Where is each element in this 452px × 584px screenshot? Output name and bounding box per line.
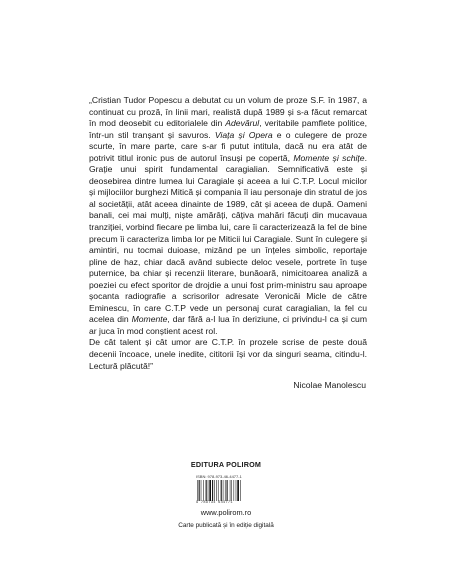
- isbn-block: [196, 474, 256, 505]
- barcode-icon: [196, 480, 256, 501]
- barcode-digits: 9 789734 644771: [196, 501, 233, 505]
- blurb-text: [89, 95, 367, 372]
- title-viata-si-opera: Viața și Opera: [214, 129, 273, 140]
- isbn-number: ISBN: 978-973-46-4477-1: [196, 474, 242, 479]
- digital-edition-note: Carte publicată și în ediție digitală: [178, 522, 274, 529]
- blurb-paragraph-1: „Cristian Tudor Popescu a debutat cu un volum de proze S.F. în 1987, a continuat cu proză, în linii mari, realistă după 1989 și s-a făcut remarcat în mod deosebit cu editorialele din Adevărul, veritabile pamflete politice, într-un stil tranșant și savuros. Viața și Opera e o culegere de proze scurte, în mare parte, care s-ar fi putut intitula, dacă nu era atât de potrivit titlul ironic pus de autorul însuși pe copertă, Momente și schițe. Grație unui spirit fundamental caragialian. Semnificativă este și deosebirea dintre lumea lui Caragiale și aceea a lui C.T.P. Locul micilor și mijlociilor burghezi Mitică și compania îl iau personaje din stratul de jos al societății, atât aceea dinainte de 1989, cât și aceea de după. Oameni banali, cei mai mulți, niște amărâți, câțiva mahări făcuți din mucavaua tranziției, vorbind fiecare pe limba lui, care îi caracterizează la fel de bine precum îi caracteriza limba lor pe Miticii lui Caragiale. Sunt în culegere și amintiri, nu tocmai duioase, mizând pe un înțeles simbolic, reportaje pline de haz, chiar dacă având subiecte deloc vesele, portrete în tușe puternice, ba chiar și recenzii literare, bunăoară, nimicitoarea analiză a poeziei cu efect sporitor de drojdie a unui fost prim-ministru sau aproape șocanta radiografie a scrisorilor adresate Veronicăi Micle de către Eminescu, în care C.T.P vede un personaj curat caragialian, la fel cu acelea din Momente, dar fără a-l lua în deriziune, ci privindu-l ca și cum ar juca în mod conștient acest rol.: [89, 95, 367, 336]
- author-signature: Nicolae Manolescu: [293, 380, 366, 390]
- title-momente-si-schite: Momente și schițe: [293, 152, 365, 163]
- blurb-paragraph-2: De cât talent și cât umor are C.T.P. în prozele scrise de peste două decenii încoace, unele inedite, cititorii își vor da singuri seama, citindu-l. Lectură plăcută!”: [89, 337, 367, 371]
- title-momente: Momente: [131, 314, 168, 325]
- publisher-name: EDITURA POLIROM: [190, 460, 262, 469]
- publisher-website: www.polirom.ro: [200, 508, 252, 517]
- title-adevarul: Adevărul: [225, 118, 260, 129]
